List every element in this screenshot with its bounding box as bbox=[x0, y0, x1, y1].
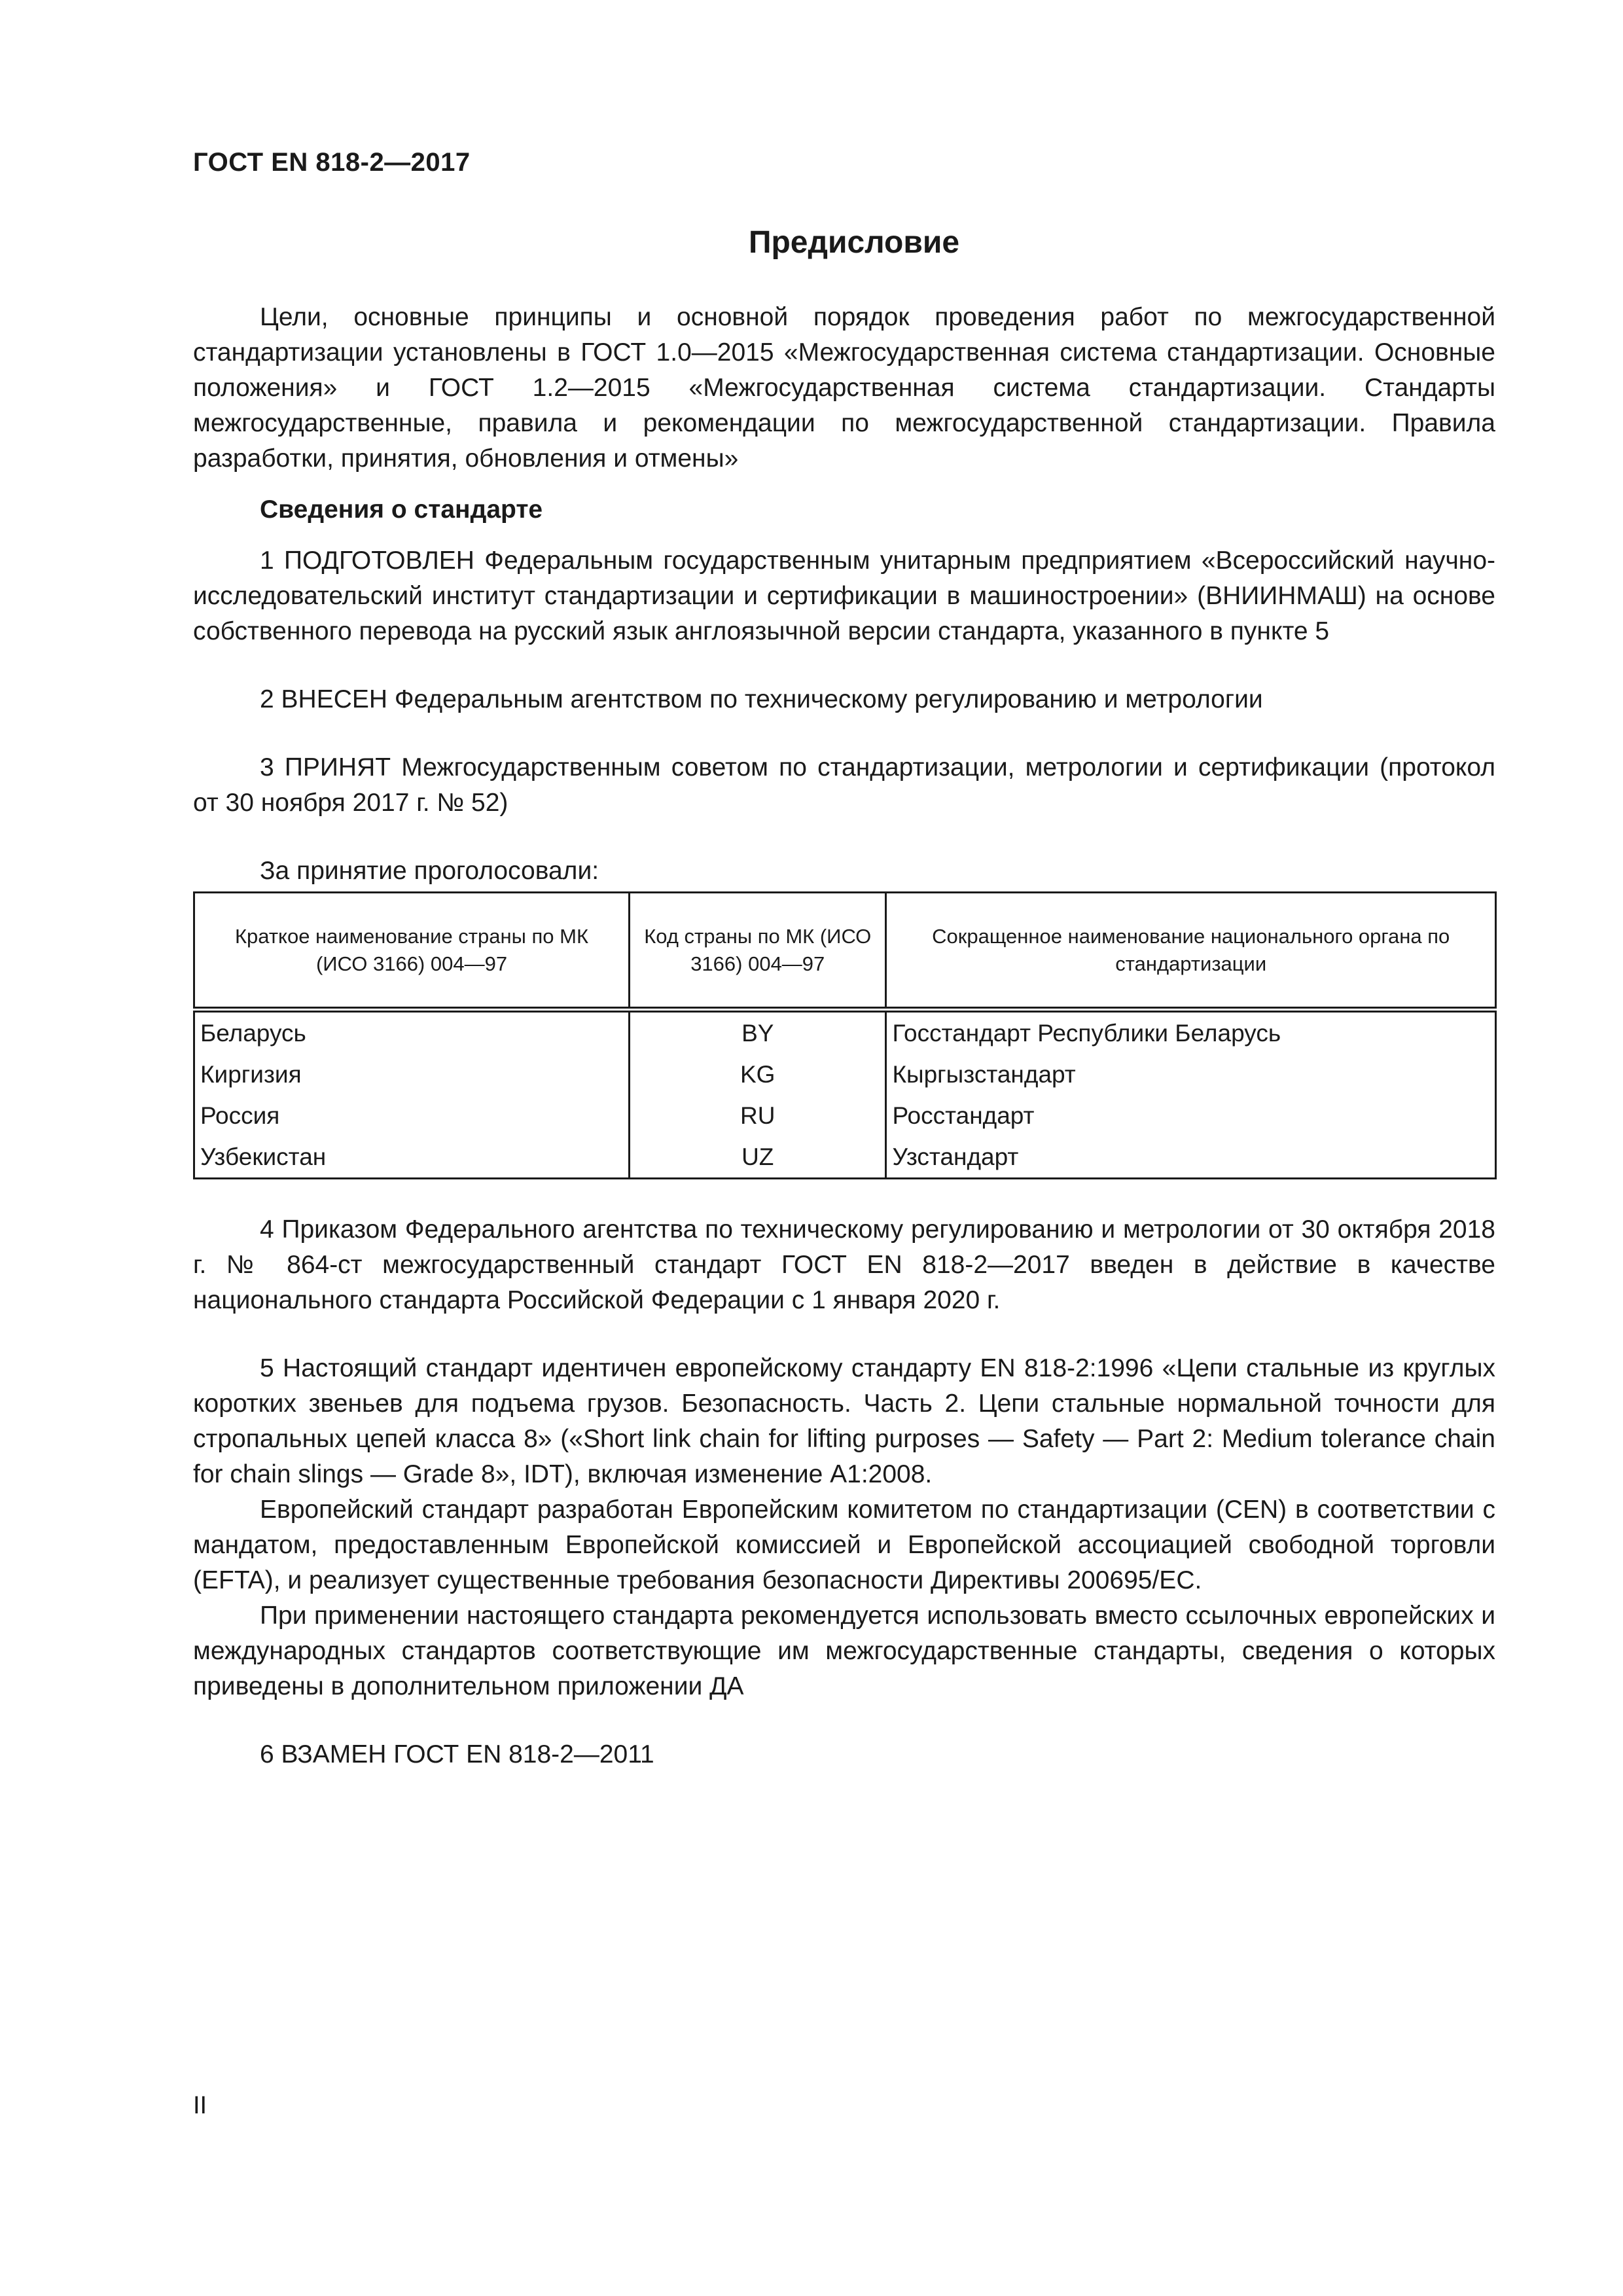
item-3-paragraph: 3 ПРИНЯТ Межгосударственным советом по стандартизации, метрологии и сертификации (протокол от 30 ноября 2017 г. № 52) bbox=[193, 753, 1495, 817]
document-code-header: ГОСТ EN 818-2—2017 bbox=[193, 148, 471, 177]
intro-paragraph: Цели, основные принципы и основной порядок проведения работ по межгосударственной стандартизации установлены в ГОСТ 1.0—2015 «Межгосударственная система стандартизации. Основные положения» и ГОСТ 1.2—2015 «Межгосударственная система стандартизации. Стандарты межгосударственные, правила и рекомендации по межгосударственной стандартизации. Правила разработки, принятия, обновления и отмены» bbox=[193, 303, 1495, 473]
table-cell-body: Кыргызстандарт bbox=[886, 1054, 1496, 1095]
item-5-paragraph: 5 Настоящий стандарт идентичен европейскому стандарту EN 818-2:1996 «Цепи стальные из круглых коротких звеньев для подъема грузов. Безопасность. Часть 2. Цепи стальные нормальной точности для стропальных цепей класса 8» («Short link chain for lifting purposes — Safety — Part 2: Medium tolerance chain for chain slings — Grade 8», IDT), включая изменение А1:2008. bbox=[193, 1354, 1495, 1488]
table-header-country: Краткое наименование страны по МК (ИСО 3166) 004—97 bbox=[194, 893, 630, 1010]
document-body bbox=[193, 300, 1495, 1772]
table-row bbox=[194, 1136, 1496, 1179]
table-header-row bbox=[194, 893, 1496, 1010]
item-6-paragraph: 6 ВЗАМЕН ГОСТ EN 818-2—2011 bbox=[260, 1740, 654, 1768]
table-row bbox=[194, 1010, 1496, 1054]
table-cell-code: BY bbox=[630, 1010, 886, 1054]
item-2-paragraph: 2 ВНЕСЕН Федеральным агентством по техническому регулированию и метрологии bbox=[260, 685, 1263, 713]
page-title: Предисловие bbox=[748, 225, 960, 260]
table-cell-body: Росстандарт bbox=[886, 1095, 1496, 1136]
item-5-european-standard-paragraph: Европейский стандарт разработан Европейским комитетом по стандартизации (CEN) в соответствии с мандатом, предоставленным Европейской комиссией и Европейской ассоциацией свободной торговли (EFTA), и реализует существенные требования безопасности Директивы 200695/ЕС. bbox=[193, 1496, 1495, 1594]
table-cell-country: Беларусь bbox=[194, 1010, 630, 1054]
table-cell-country: Россия bbox=[194, 1095, 630, 1136]
table-header-code: Код страны по МК (ИСО 3166) 004—97 bbox=[630, 893, 886, 1010]
table-header-body: Сокращенное наименование национального органа по стандартизации bbox=[886, 893, 1496, 1010]
table-cell-country: Киргизия bbox=[194, 1054, 630, 1095]
item-5-application-paragraph: При применении настоящего стандарта рекомендуется использовать вместо ссылочных европейских и международных стандартов соответствующие им межгосударственные стандарты, сведения о которых приведены в дополнительном приложении ДА bbox=[193, 1602, 1495, 1700]
table-cell-body: Узстандарт bbox=[886, 1136, 1496, 1179]
item-1-paragraph: 1 ПОДГОТОВЛЕН Федеральным государственным унитарным предприятием «Всероссийский научно-исследовательский институт стандартизации и сертификации в машиностроении» (ВНИИНМАШ) на основе собственного перевода на русский язык англоязычной версии стандарта, указанного в пункте 5 bbox=[193, 547, 1495, 645]
table-cell-code: UZ bbox=[630, 1136, 886, 1179]
page-number: II bbox=[193, 2092, 207, 2119]
voting-countries-table bbox=[193, 891, 1497, 1179]
item-4-paragraph: 4 Приказом Федерального агентства по техническому регулированию и метрологии от 30 октября 2018 г. № 864-ст межгосударственный стандарт ГОСТ EN 818-2—2017 введен в действие в качестве национального стандарта Российской Федерации с 1 января 2020 г. bbox=[193, 1215, 1495, 1314]
table-cell-code: RU bbox=[630, 1095, 886, 1136]
vote-intro: За принятие проголосовали: bbox=[260, 857, 599, 885]
section-title: Сведения о стандарте bbox=[260, 495, 543, 524]
table-cell-country: Узбекистан bbox=[194, 1136, 630, 1179]
table-cell-body: Госстандарт Республики Беларусь bbox=[886, 1010, 1496, 1054]
table-row bbox=[194, 1095, 1496, 1136]
table-cell-code: KG bbox=[630, 1054, 886, 1095]
table-row bbox=[194, 1054, 1496, 1095]
